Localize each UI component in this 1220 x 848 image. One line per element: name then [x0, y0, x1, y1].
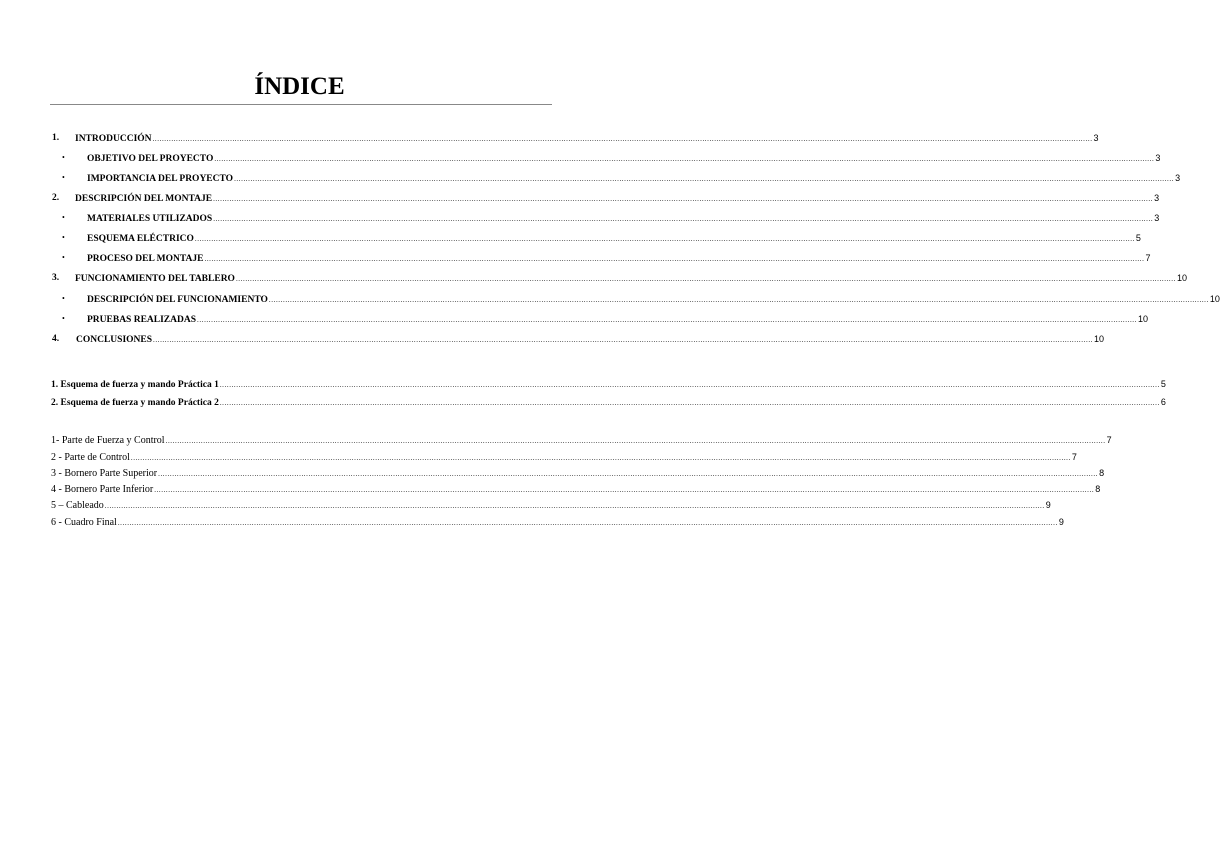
page-number: 6 — [1160, 397, 1166, 407]
toc-entry-link[interactable] — [87, 311, 1149, 328]
entry-title: 1. Esquema de fuerza y mando Práctica 1 — [51, 380, 219, 390]
entry-title: CONCLUSIONES — [76, 335, 153, 345]
figure-item — [0, 432, 1112, 448]
dot-leader: ................................................................................................................................................................................................................................................................................................................................................................................................................ — [234, 175, 1175, 183]
page-number: 3 — [1154, 193, 1160, 203]
section-number: 1. — [52, 133, 60, 143]
toc-entry-link[interactable] — [51, 432, 1112, 449]
dot-leader: ................................................................................................................................................................................................................................................................................................................................................................................................................ — [117, 519, 1058, 527]
dot-leader: ................................................................................................................................................................................................................................................................................................................................................................................................................ — [152, 135, 1093, 143]
page-number: 5 — [1160, 379, 1166, 389]
page-number: 8 — [1095, 484, 1101, 494]
figure-item — [0, 514, 1064, 530]
entry-title: MATERIALES UTILIZADOS — [87, 214, 213, 224]
dot-leader: ................................................................................................................................................................................................................................................................................................................................................................................................................ — [213, 195, 1154, 203]
bullet-icon: • — [62, 294, 65, 303]
page-number: 8 — [1099, 468, 1105, 478]
section-number: 3. — [52, 273, 60, 283]
bullet-icon: • — [62, 253, 65, 262]
page-number: 5 — [1135, 233, 1141, 243]
bullet-icon: • — [62, 233, 65, 242]
dot-leader: ................................................................................................................................................................................................................................................................................................................................................................................................................ — [214, 155, 1155, 163]
page-number: 3 — [1175, 173, 1181, 183]
entry-title: 1- Parte de Fuerza y Control — [51, 435, 165, 446]
dot-leader: ................................................................................................................................................................................................................................................................................................................................................................................................................ — [219, 381, 1160, 389]
page-number: 10 — [1176, 273, 1187, 283]
bullet-icon: • — [62, 153, 65, 162]
toc-item — [0, 331, 1105, 347]
title-divider — [50, 104, 552, 105]
toc-entry-link[interactable] — [87, 210, 1160, 227]
dot-leader: ................................................................................................................................................................................................................................................................................................................................................................................................................ — [130, 454, 1071, 462]
entry-title: 2 - Parte de Control — [51, 452, 130, 463]
figure-item — [0, 481, 1101, 497]
entry-title: IMPORTANCIA DEL PROYECTO — [87, 174, 234, 184]
toc-entry-link[interactable] — [51, 394, 1166, 411]
toc-item — [0, 270, 1187, 286]
dot-leader: ................................................................................................................................................................................................................................................................................................................................................................................................................ — [197, 316, 1138, 324]
page-number: 3 — [1093, 133, 1099, 143]
scheme-item — [0, 376, 1166, 392]
section-number: 2. — [52, 193, 60, 203]
dot-leader: ................................................................................................................................................................................................................................................................................................................................................................................................................ — [219, 399, 1160, 407]
page-number: 9 — [1045, 500, 1051, 510]
dot-leader: ................................................................................................................................................................................................................................................................................................................................................................................................................ — [154, 486, 1095, 494]
page-number: 7 — [1106, 435, 1112, 445]
toc-entry-link[interactable] — [75, 190, 1160, 207]
entry-title: 6 - Cuadro Final — [51, 517, 117, 528]
page-number: 7 — [1071, 452, 1077, 462]
page-number: 10 — [1209, 294, 1220, 304]
bullet-icon: • — [62, 173, 65, 182]
dot-leader: ................................................................................................................................................................................................................................................................................................................................................................................................................ — [153, 336, 1094, 344]
toc-subitem — [0, 291, 1220, 307]
entry-title: ESQUEMA ELÉCTRICO — [87, 234, 194, 244]
entry-title: PRUEBAS REALIZADAS — [87, 315, 197, 325]
dot-leader: ................................................................................................................................................................................................................................................................................................................................................................................................................ — [104, 502, 1045, 510]
toc-entry-link[interactable] — [51, 465, 1105, 482]
scheme-item — [0, 394, 1166, 410]
toc-subitem — [0, 150, 1161, 166]
dot-leader: ................................................................................................................................................................................................................................................................................................................................................................................................................ — [194, 235, 1135, 243]
toc-subitem — [0, 170, 1181, 186]
dot-leader: ................................................................................................................................................................................................................................................................................................................................................................................................................ — [213, 215, 1154, 223]
dot-leader: ................................................................................................................................................................................................................................................................................................................................................................................................................ — [268, 296, 1209, 304]
toc-entry-link[interactable] — [75, 130, 1099, 147]
toc-entry-link[interactable] — [51, 449, 1077, 466]
toc-entry-link[interactable] — [75, 270, 1187, 287]
figure-item — [0, 449, 1077, 465]
figure-item — [0, 497, 1051, 513]
dot-leader: ................................................................................................................................................................................................................................................................................................................................................................................................................ — [204, 255, 1145, 263]
dot-leader: ................................................................................................................................................................................................................................................................................................................................................................................................................ — [165, 437, 1106, 445]
toc-entry-link[interactable] — [51, 497, 1051, 514]
toc-entry-link[interactable] — [87, 150, 1161, 167]
page-number: 10 — [1138, 314, 1149, 324]
figure-item — [0, 465, 1105, 481]
section-number: 4. — [52, 334, 60, 344]
entry-title: PROCESO DEL MONTAJE — [87, 254, 204, 264]
dot-leader: ................................................................................................................................................................................................................................................................................................................................................................................................................ — [158, 470, 1099, 478]
toc-subitem — [0, 230, 1141, 246]
page-number: 3 — [1155, 153, 1161, 163]
toc-subitem — [0, 311, 1149, 327]
entry-title: 2. Esquema de fuerza y mando Práctica 2 — [51, 398, 219, 408]
entry-title: DESCRIPCIÓN DEL FUNCIONAMIENTO — [87, 295, 268, 305]
toc-entry-link[interactable] — [76, 331, 1105, 348]
entry-title: 3 - Bornero Parte Superior — [51, 468, 158, 479]
toc-entry-link[interactable] — [87, 230, 1141, 247]
entry-title: FUNCIONAMIENTO DEL TABLERO — [75, 274, 235, 284]
toc-entry-link[interactable] — [51, 481, 1101, 498]
entry-title: 4 - Bornero Parte Inferior — [51, 484, 154, 495]
toc-subitem — [0, 210, 1160, 226]
toc-item — [0, 190, 1160, 206]
page-number: 3 — [1154, 213, 1160, 223]
entry-title: OBJETIVO DEL PROYECTO — [87, 154, 214, 164]
dot-leader: ................................................................................................................................................................................................................................................................................................................................................................................................................ — [235, 275, 1176, 283]
entry-title: 5 – Cableado — [51, 500, 104, 511]
toc-entry-link[interactable] — [51, 376, 1166, 393]
toc-entry-link[interactable] — [51, 514, 1064, 531]
toc-subitem — [0, 250, 1151, 266]
toc-entry-link[interactable] — [87, 291, 1220, 308]
page-number: 7 — [1145, 253, 1151, 263]
toc-entry-link[interactable] — [87, 250, 1151, 267]
page-number: 9 — [1058, 517, 1064, 527]
toc-item — [0, 130, 1099, 146]
toc-entry-link[interactable] — [87, 170, 1181, 187]
entry-title: DESCRIPCIÓN DEL MONTAJE — [75, 194, 213, 204]
page-title: ÍNDICE — [254, 73, 345, 100]
page-number: 10 — [1094, 334, 1105, 344]
entry-title: INTRODUCCIÓN — [75, 134, 152, 144]
bullet-icon: • — [62, 314, 65, 323]
bullet-icon: • — [62, 213, 65, 222]
